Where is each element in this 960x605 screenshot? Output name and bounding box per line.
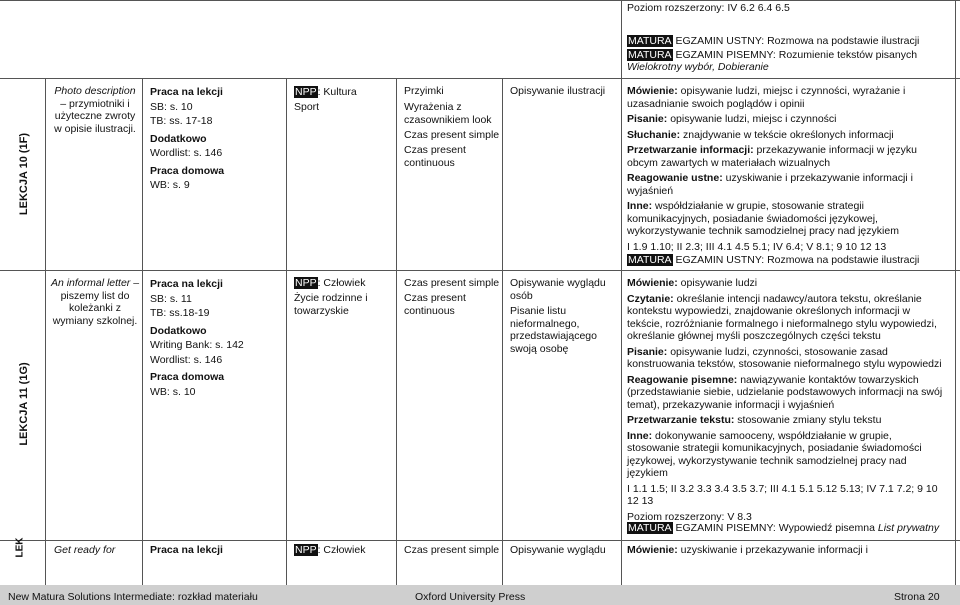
npp-tag: NPP [295, 544, 317, 556]
col-divider [955, 0, 956, 585]
lesson12-side-label: LEK [14, 537, 26, 558]
bank-ref: Writing Bank: s. 142 [150, 339, 244, 351]
req-text: dokonywanie samooceny, współdziałanie w grupie, stosowanie strategii komunikacyjnych, posiadanie świadomości językowej, wykorzystywanie technik samodzielnej pracy nad językiem [627, 429, 922, 479]
wb-ref: WB: s. 9 [150, 179, 190, 191]
rule-top [0, 0, 960, 1]
col-divider [621, 0, 622, 585]
lesson10-materials [150, 85, 280, 193]
lesson11-materials [150, 277, 280, 399]
grammar-item: Wyrażenia z [404, 101, 462, 113]
req-item [627, 293, 947, 343]
req-text: opisywanie ludzi, miejsc i czynności [667, 113, 837, 125]
rule [0, 78, 960, 79]
lesson10-npp [294, 85, 394, 115]
req-item [627, 172, 947, 197]
col-divider [45, 78, 46, 585]
req-label: Czytanie: [627, 292, 674, 305]
grammar-item: continuous [404, 156, 455, 169]
lesson10-topic [50, 85, 140, 135]
sb-ref: SB: s. 11 [150, 292, 192, 305]
req-label: Reagowanie ustne: [627, 172, 723, 184]
skill-line: Opisywanie wyglądu [510, 277, 606, 289]
matura-oral-line [627, 35, 919, 47]
req-item [627, 277, 947, 290]
matura-text: EGZAMIN PISEMNY: Wypowiedź pisemna [675, 522, 878, 534]
heading-dodatkowo: Dodatkowo [150, 324, 207, 337]
matura-tag: MATURA [628, 35, 672, 47]
npp-area: : Kultura [317, 86, 357, 98]
col-divider [396, 78, 397, 585]
req-item [627, 200, 947, 238]
tb-ref: TB: ss. 17-18 [150, 115, 213, 127]
lesson10-requirements [627, 85, 947, 253]
req-text: opisywanie ludzi, czynności, stosowanie zasad konstruowania tekstów, stosowanie nieformalnego stylu wypowiedzi [627, 345, 942, 370]
matura-tag: MATURA [628, 522, 672, 534]
lesson12-heading-lekcja: Praca na lekcji [150, 544, 223, 556]
matura-tag: MATURA [628, 49, 672, 61]
req-label: Przetwarzanie tekstu: [627, 414, 735, 426]
heading-lekcja: Praca na lekcji [150, 86, 223, 98]
lesson10-side-label: LEKCJA 10 (1F) [18, 132, 30, 216]
heading-dodatkowo: Dodatkowo [150, 132, 207, 145]
skill-line: Pisanie listu [510, 305, 567, 317]
footer-left: New Matura Solutions Intermediate: rozkład materiału [8, 591, 258, 603]
rule [0, 270, 960, 271]
col-divider [286, 78, 287, 585]
req-label: Inne: [627, 429, 653, 442]
grammar-item: czasownikiem look [404, 113, 492, 126]
req-text: określanie intencji nadawcy/autora tekstu, określanie kontekstu wypowiedzi, znajdowanie określonych informacji w tekście, rozróżnianie formalnego i nieformalnego stylu wypowiedzi, określanie głównej myśli poszczególnych części tekstu [627, 292, 937, 342]
topic-line: w opisie ilustracji. [54, 122, 136, 135]
wb-ref: WB: s. 10 [150, 385, 196, 398]
footer-center: Oxford University Press [415, 591, 526, 603]
topic-title: An informal letter – [50, 277, 140, 289]
topic-line: użyteczne zwroty [54, 110, 136, 122]
sb-ref: SB: s. 10 [150, 100, 193, 113]
req-text: opisywanie ludzi [677, 277, 758, 289]
matura-written-sub: Wielokrotny wybór, Dobieranie [627, 61, 769, 73]
lesson11-skill [510, 277, 620, 355]
npp-tag: NPP [295, 277, 317, 289]
req-text: współdziałanie w grupie, stosowanie strategii komunikacyjnych, posiadanie świadomości językowej, wykorzystywanie technik samodzielnej pracy nad językiem [627, 200, 899, 237]
req-item [627, 430, 947, 480]
req-item [627, 374, 947, 412]
tb-ref: TB: ss.18-19 [150, 307, 210, 319]
lesson11-npp [294, 277, 394, 317]
req-label: Mówienie: [627, 277, 678, 289]
lesson10-matura [627, 254, 919, 266]
wordlist-ref: Wordlist: s. 146 [150, 147, 223, 159]
npp-area: : Człowiek [317, 277, 366, 289]
npp-area: : Człowiek [317, 544, 366, 556]
topic-line: piszemy list do [60, 289, 130, 302]
req-item [627, 144, 947, 169]
lesson12-topic: Get ready for [54, 544, 116, 556]
req-item [627, 113, 947, 126]
topic-line: – przymiotniki i [60, 97, 130, 110]
req-label: Mówienie: [627, 85, 678, 97]
topic-title: Photo description [54, 85, 136, 97]
footer-bar [0, 585, 960, 605]
grammar-item: Czas present simple [404, 129, 500, 141]
lesson11-requirements [627, 277, 947, 523]
wordlist-ref: Wordlist: s. 146 [150, 353, 223, 366]
lesson12-grammar: Czas present simple [404, 544, 500, 556]
npp-tag: NPP [295, 86, 317, 98]
matura-written-line [627, 49, 917, 61]
req-label: Mówienie: [627, 544, 678, 556]
matura-written-text: EGZAMIN PISEMNY: Rozumienie tekstów pisanych [675, 49, 918, 61]
grammar-item: Przyimki [404, 85, 444, 97]
heading-domowa: Praca domowa [150, 371, 225, 383]
skill-line: swoją osobę [510, 342, 569, 355]
skill-line: nieformalnego, [510, 317, 580, 330]
lesson10-grammar [404, 85, 500, 169]
grammar-item: Czas present simple [404, 277, 500, 289]
req-text: znajdywanie w tekście określonych informacji [680, 128, 894, 141]
req-item [627, 241, 947, 254]
req-text: przekazywanie informacji w języku obcym zawartych w materiałach wizualnych [627, 144, 918, 169]
npp-sub: Życie rodzinne i [294, 292, 368, 304]
matura-tag: MATURA [628, 254, 672, 266]
req-codes: I 1.9 1.10; II 2.3; III 4.1 4.5 5.1; IV 6.4; V 8.1; 9 10 12 13 [627, 240, 887, 253]
heading-domowa: Praca domowa [150, 164, 225, 177]
footer-right: Strona 20 [894, 591, 940, 603]
heading-lekcja: Praca na lekcji [150, 278, 223, 290]
matura-oral-text: EGZAMIN USTNY: Rozmowa na podstawie ilustracji [675, 35, 920, 47]
matura-italic: List prywatny [877, 522, 940, 534]
req-codes: I 1.1 1.5; II 3.2 3.3 3.4 3.5 3.7; III 4.1 5.1 5.12 5.13; IV 7.1 7.2; 9 10 12 13 [627, 482, 938, 507]
req-label: Słuchanie: [627, 128, 681, 141]
req-label: Przetwarzanie informacji: [627, 144, 754, 156]
topic-line: wymiany szkolnej. [52, 314, 138, 327]
req-item [627, 414, 947, 427]
lesson11-side-label: LEKCJA 11 (1G) [18, 362, 30, 446]
lesson11-topic [50, 277, 140, 327]
lesson11-grammar [404, 277, 500, 317]
matura-text: EGZAMIN USTNY: Rozmowa na podstawie ilustracji [675, 254, 920, 266]
level-line: Poziom rozszerzony: IV 6.2 6.4 6.5 [627, 2, 790, 14]
req-text: opisywanie ludzi, miejsc i czynności, wyrażanie i uzasadnianie swoich poglądów i opinii [627, 85, 906, 110]
req-label: Pisanie: [627, 113, 668, 125]
npp-sub: Sport [294, 101, 320, 113]
req-item [627, 85, 947, 110]
req-text: stosowanie zmiany stylu tekstu [734, 414, 882, 426]
req-item [627, 483, 947, 508]
grammar-item: Czas present [404, 292, 466, 304]
lesson11-matura [627, 522, 939, 534]
topic-line: koleżanki z [69, 302, 121, 314]
skill-line: przedstawiającego [510, 330, 597, 342]
req-text: uzyskiwanie i przekazywanie informacji i wyjaśnień [627, 172, 913, 197]
rule [0, 540, 960, 541]
lesson10-skill: Opisywanie ilustracji [510, 85, 606, 97]
col-divider [142, 78, 143, 585]
req-level: Poziom rozszerzony: V 8.3 [627, 510, 752, 523]
req-text: uzyskiwanie i przekazywanie informacji i [677, 544, 869, 556]
req-item [627, 346, 947, 371]
req-label: Inne: [627, 200, 653, 212]
lesson12-req [627, 544, 868, 556]
skill-line: osób [510, 289, 533, 302]
lesson12-skill: Opisywanie wyglądu [510, 544, 606, 556]
npp-sub: towarzyskie [294, 304, 349, 317]
lesson12-npp [294, 544, 365, 556]
grammar-item: Czas present [404, 144, 466, 156]
col-divider [502, 78, 503, 585]
req-item [627, 129, 947, 142]
req-text: nawiązywanie kontaktów towarzyskich (przedstawianie siebie, udzielanie podstawowych informacji na swój temat), przekazywanie informacji i wyjaśnień [627, 373, 943, 411]
req-label: Reagowanie pisemne: [627, 373, 738, 386]
grammar-item: continuous [404, 304, 455, 317]
req-label: Pisanie: [627, 345, 668, 358]
